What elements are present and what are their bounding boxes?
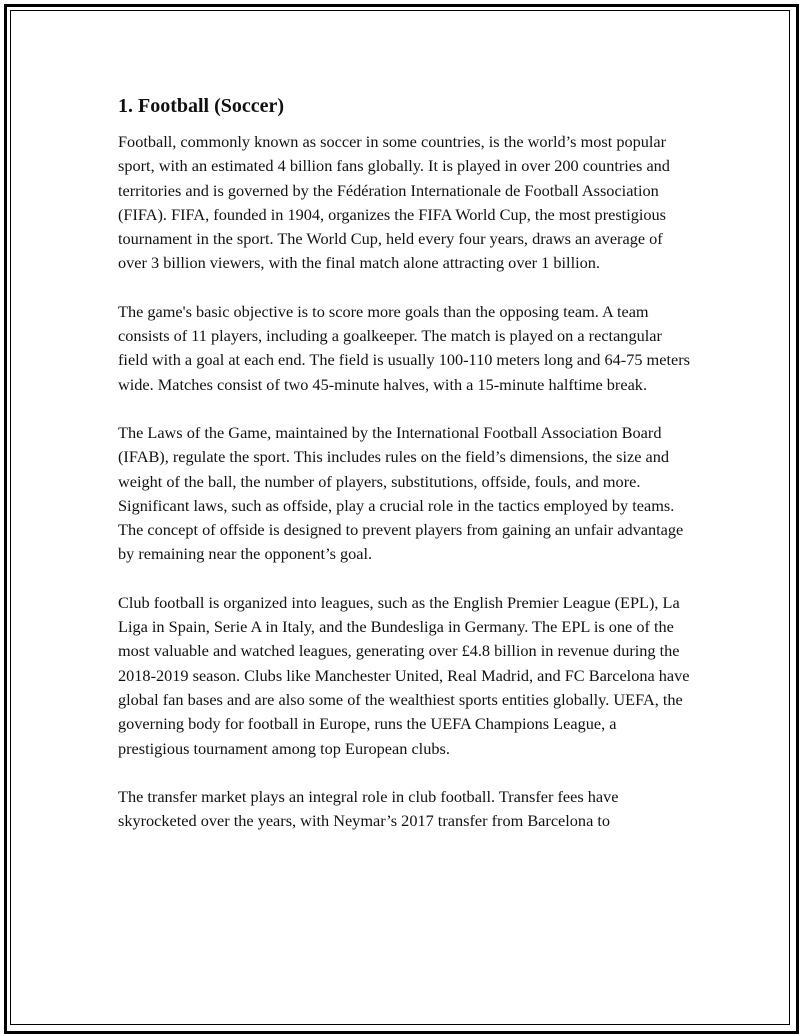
paragraph-club-football: Club football is organized into leagues, such as the English Premier League (EPL), La Liga in Spain, Serie A in Italy, and the Bundesliga in Germany. The EPL is one of the most valuable and watched leagues, generating over £4.8 billion in revenue during the 2018-2019 season. Clubs like Manchester United, Real Madrid, and FC Barcelona have global fan bases and are also some of the wealthiest sports entities globally. UEFA, the governing body for football in Europe, runs the UEFA Champions League, a prestigious tournament among top European clubs. bbox=[118, 592, 690, 758]
document-body bbox=[118, 92, 690, 857]
paragraph-transfer-market: The transfer market plays an integral role in club football. Transfer fees have skyrocketed over the years, with Neymar’s 2017 transfer from Barcelona to bbox=[118, 786, 619, 831]
paragraph-laws-of-the-game: The Laws of the Game, maintained by the International Football Association Board (IFAB), regulate the sport. This includes rules on the field’s dimensions, the size and weight of the ball, the number of players, substitutions, offside, fouls, and more. Significant laws, such as offside, play a crucial role in the tactics employed by teams. The concept of offside is designed to prevent players from gaining an unfair advantage by remaining near the opponent’s goal. bbox=[118, 422, 684, 564]
paragraph-basic-objective: The game's basic objective is to score more goals than the opposing team. A team consists of 11 players, including a goalkeeper. The match is played on a rectangular field with a goal at each end. The field is usually 100-110 meters long and 64-75 meters wide. Matches consist of two 45-minute halves, with a 15-minute halftime break. bbox=[118, 301, 690, 394]
section-heading: 1. Football (Soccer) bbox=[118, 95, 285, 117]
paragraph-overview: Football, commonly known as soccer in some countries, is the world’s most popular sport, with an estimated 4 billion fans globally. It is played in over 200 countries and territories and is governed by the Fédération Internationale de Football Association (FIFA). FIFA, founded in 1904, organizes the FIFA World Cup, the most prestigious tournament in the sport. The World Cup, held every four years, draws an average of over 3 billion viewers, with the final match alone attracting over 1 billion. bbox=[118, 132, 670, 273]
